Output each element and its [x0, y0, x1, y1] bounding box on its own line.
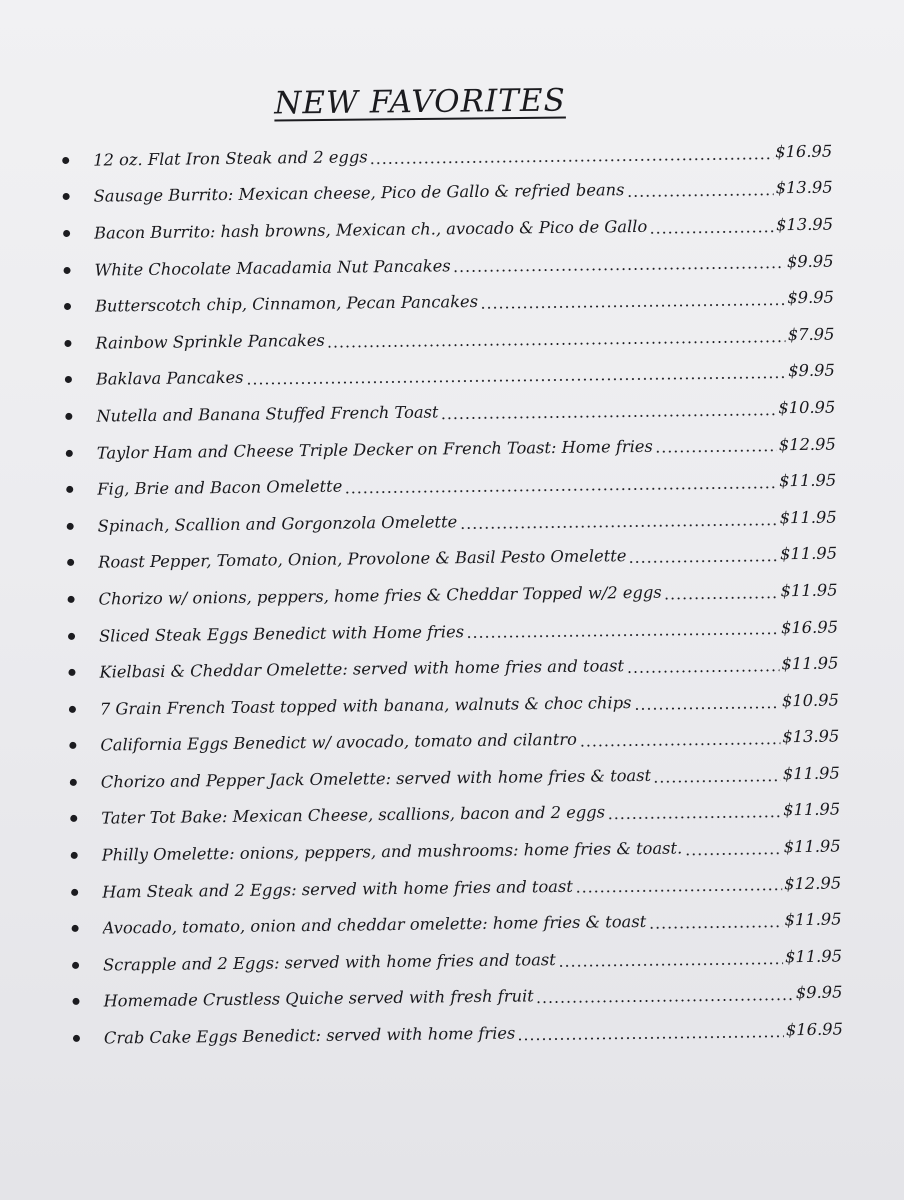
- bullet-icon: [72, 925, 79, 932]
- dot-leader: [466, 633, 779, 639]
- menu-item-price: $9.95: [787, 287, 835, 308]
- menu-list: [62, 133, 843, 1057]
- bullet-icon: [68, 669, 75, 676]
- bullet-icon: [66, 449, 73, 456]
- menu-item-name: Kielbasi & Cheddar Omelette: served with home fries and toast: [99, 656, 625, 682]
- menu-item-name: Sausage Burrito: Mexican cheese, Pico de Gallo & refried beans: [93, 180, 625, 207]
- bullet-icon: [64, 266, 71, 273]
- bullet-icon: [71, 852, 78, 859]
- menu-item-price: $7.95: [787, 324, 835, 344]
- dot-leader: [575, 889, 782, 894]
- dot-leader: [626, 669, 780, 673]
- menu-item-name: Tater Tot Bake: Mexican Cheese, scallions, bacon and 2 eggs: [101, 802, 606, 829]
- dot-leader: [655, 450, 777, 453]
- menu-item-price: $11.95: [780, 543, 838, 564]
- bullet-icon: [63, 193, 70, 200]
- menu-item-price: $10.95: [781, 690, 839, 710]
- menu-item-name: Roast Pepper, Tomato, Onion, Provolone & Basil Pesto Omelette: [98, 546, 627, 572]
- dot-leader: [517, 1035, 784, 1040]
- menu-item-price: $11.95: [781, 653, 839, 674]
- menu-item-price: $11.95: [782, 763, 840, 784]
- menu-item-name: Scrapple and 2 Eggs: served with home fries and toast: [102, 949, 556, 975]
- menu-item-name: Sliced Steak Eggs Benedict with Home fries: [98, 621, 465, 646]
- menu-item-price: $16.95: [785, 1019, 844, 1040]
- dot-leader: [459, 523, 777, 529]
- dot-leader: [607, 816, 781, 820]
- menu-item-price: $12.95: [784, 873, 842, 893]
- menu-item-price: $9.95: [788, 360, 835, 381]
- menu-item-price: $9.95: [786, 251, 834, 271]
- dot-leader: [628, 559, 778, 563]
- menu-item-name: Taylor Ham and Cheese Triple Decker on French Toast: Home fries: [96, 436, 653, 463]
- menu-item-name: Fig, Brie and Bacon Omelette: [97, 476, 343, 499]
- menu-item-name: Crab Cake Eggs Benedict: served with home fries: [103, 1023, 516, 1048]
- bullet-icon: [64, 340, 71, 347]
- menu-item-name: Avocado, tomato, onion and cheddar omelette: home fries & toast: [102, 912, 647, 938]
- menu-item-name: Ham Steak and 2 Eggs: served with home fries and toast: [102, 876, 573, 902]
- bullet-icon: [70, 815, 77, 822]
- dot-leader: [684, 852, 782, 855]
- menu-item-name: Chorizo and Pepper Jack Omelette: served with home fries & toast: [100, 765, 652, 792]
- bullet-icon: [68, 596, 75, 603]
- dot-leader: [633, 706, 779, 710]
- bullet-icon: [64, 303, 71, 310]
- menu-item-price: $11.95: [783, 836, 841, 857]
- menu-item-price: $12.95: [778, 434, 836, 454]
- bullet-icon: [72, 998, 79, 1005]
- dot-leader: [246, 376, 787, 385]
- bullet-icon: [67, 559, 74, 566]
- menu-item-price: $9.95: [795, 982, 843, 1003]
- menu-item-name: Spinach, Scallion and Gorgonzola Omelette: [97, 511, 458, 536]
- menu-item-name: Butterscotch chip, Cinnamon, Pecan Pancakes: [94, 292, 479, 316]
- dot-leader: [480, 303, 785, 309]
- menu-item-price: $13.95: [775, 177, 833, 198]
- bullet-icon: [69, 706, 76, 713]
- bullet-icon: [73, 1035, 80, 1042]
- menu-item-price: $10.95: [778, 397, 836, 418]
- dot-leader: [327, 340, 786, 348]
- menu-item-name: 7 Grain French Toast topped with banana, walnuts & choc chips: [99, 692, 632, 719]
- dot-leader: [648, 925, 782, 929]
- menu-item-price: $13.95: [775, 214, 834, 235]
- menu-item-price: $11.95: [780, 580, 838, 601]
- bullet-icon: [68, 632, 75, 639]
- menu-item-price: $11.95: [779, 507, 837, 527]
- menu-item-name: Philly Omelette: onions, peppers, and mushrooms: home fries & toast.: [101, 838, 683, 865]
- dot-leader: [536, 998, 794, 1003]
- bullet-icon: [63, 230, 70, 237]
- dot-leader: [453, 267, 785, 273]
- dot-leader: [627, 193, 774, 197]
- menu-item-price: $11.95: [779, 470, 837, 491]
- menu-item-price: $11.95: [784, 946, 843, 967]
- bullet-icon: [70, 779, 77, 786]
- bullet-icon: [67, 523, 74, 530]
- dot-leader: [664, 596, 779, 599]
- bullet-icon: [71, 889, 78, 896]
- dot-leader: [558, 962, 783, 967]
- menu-item-name: White Chocolate Macadamia Nut Pancakes: [94, 255, 451, 280]
- menu-item-name: Chorizo w/ onions, peppers, home fries & Cheddar Topped w/2 eggs: [98, 582, 662, 609]
- bullet-icon: [69, 742, 76, 749]
- bullet-icon: [65, 376, 72, 383]
- menu-item-price: $16.95: [780, 617, 839, 637]
- menu-item-price: $16.95: [775, 141, 833, 162]
- bullet-icon: [66, 486, 73, 493]
- menu-item-name: 12 oz. Flat Iron Steak and 2 eggs: [93, 147, 368, 170]
- menu-item-name: Bacon Burrito: hash browns, Mexican ch., avocado & Pico de Gallo: [93, 216, 648, 243]
- menu-item-name: Rainbow Sprinkle Pancakes: [95, 330, 325, 353]
- bullet-icon: [65, 413, 72, 420]
- bullet-icon: [72, 962, 79, 969]
- menu-item-name: Homemade Crustless Quiche served with fresh fruit: [103, 986, 534, 1012]
- menu-item-name: Nutella and Banana Stuffed French Toast: [96, 402, 439, 426]
- dot-leader: [649, 230, 774, 234]
- dot-leader: [579, 742, 780, 746]
- dot-leader: [370, 157, 774, 164]
- menu-item-price: $11.95: [783, 800, 841, 820]
- menu-item-name: California Eggs Benedict w/ avocado, tomato and cilantro: [100, 730, 578, 755]
- bullet-icon: [62, 157, 69, 164]
- menu-item-price: $13.95: [782, 726, 840, 747]
- dot-leader: [344, 486, 777, 493]
- dot-leader: [441, 413, 777, 419]
- page-title: NEW FAVORITES: [274, 82, 566, 122]
- dot-leader: [653, 779, 781, 783]
- menu-item-price: $11.95: [784, 909, 842, 930]
- menu-item-name: Baklava Pancakes: [95, 368, 244, 389]
